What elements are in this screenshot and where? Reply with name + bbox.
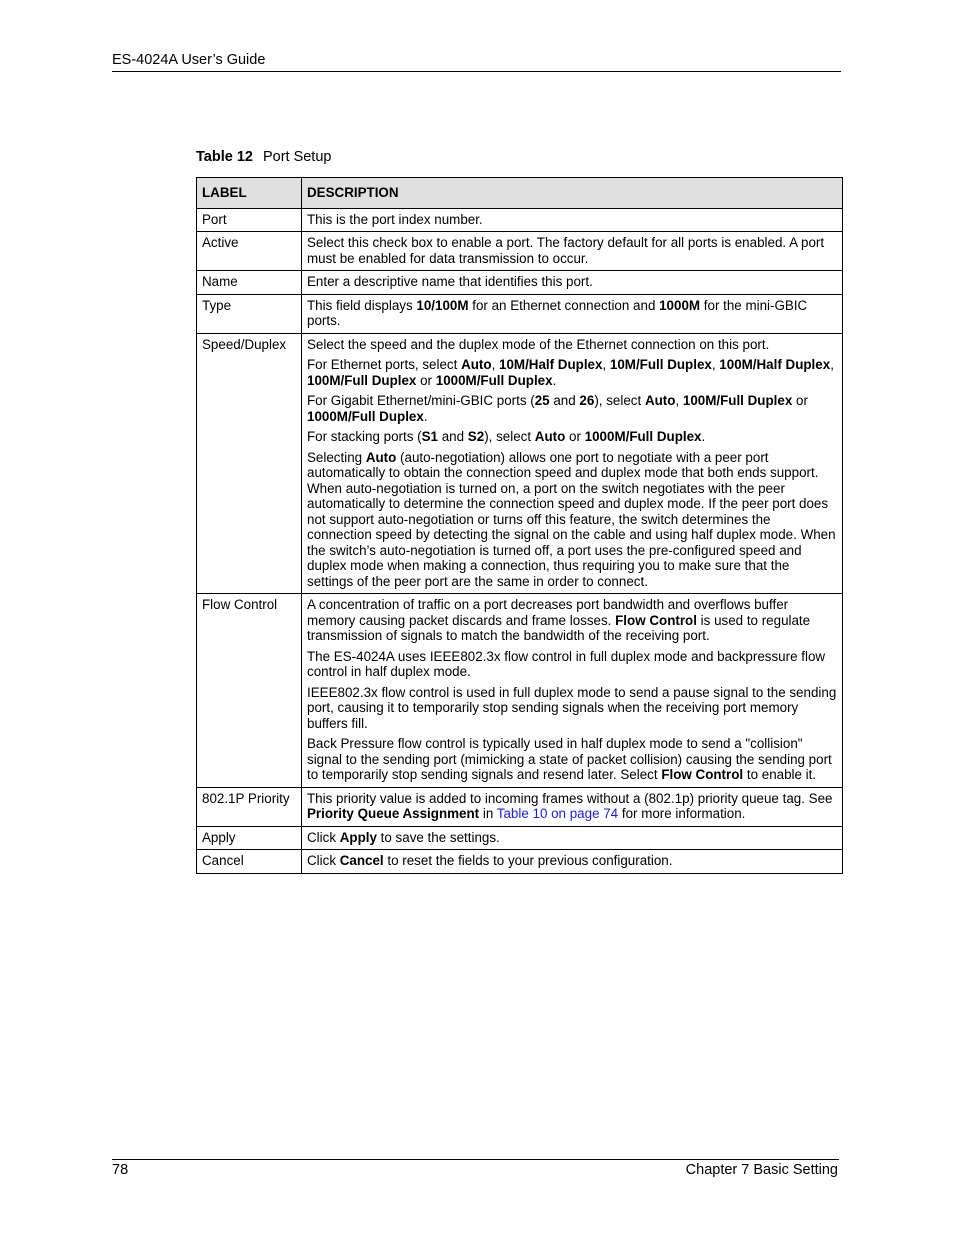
paragraph [307,429,837,445]
table-row-name [197,271,843,295]
column-header-label: LABEL [197,178,302,209]
text: or [565,429,585,444]
text: (auto-negotiation) allows one port to negotiate with a peer port automatically to obtain the connection speed and duplex mode that both ends support. When auto-negotiation is turned on, a port on the switch negotiates with the peer automatically to determine the connection speed and duplex mode. If the peer port does not support auto-negotiation or turns off this feature, the switch determines the connection speed by detecting the signal on the cable and using half duplex mode. When the switch’s auto-negotiation is turned off, a port uses the pre-configured speed and duplex mode when making a connection, thus requiring you to make sure that the settings of the peer port are the same in order to connect. [307,449,836,589]
row-description [302,333,843,594]
text: For Ethernet ports, select [307,357,462,372]
text: to enable it. [743,767,817,782]
bold-term: 1000M/Full Duplex [584,429,702,444]
bold-term: 10M/Half Duplex [499,357,603,372]
text: . [423,408,428,424]
text: This priority value is added to incoming frames without a (802.1p) priority queue tag. See [307,790,833,806]
bold-term: Auto [644,393,676,408]
row-description: Enter a descriptive name that identifies this port. [302,271,843,295]
text: and [549,393,580,408]
table-row-active [197,232,843,271]
port-setup-table [196,177,843,874]
text: ), select [594,393,645,408]
text: , [675,393,683,408]
footer-rule [112,1159,839,1160]
bold-term: Cancel [339,853,384,868]
row-description: This is the port index number. [302,208,843,232]
text: . [701,429,706,444]
bold-term: Flow Control [661,767,744,782]
paragraph: Select the speed and the duplex mode of the Ethernet connection on this port. [307,336,770,352]
row-description [302,826,843,850]
paragraph [307,357,837,388]
table-10-link[interactable]: Table 10 on page 74 [496,806,619,821]
paragraph: IEEE802.3x flow control is used in full duplex mode to send a pause signal to the sending port, causing it to temporarily stop sending signals when the receiving port memory buffers fill. [307,684,837,731]
row-label: Name [197,271,302,295]
paragraph: The ES-4024A uses IEEE802.3x flow control in full duplex mode and backpressure flow control in half duplex mode. [307,648,826,679]
text: is used to regulate transmission of signals to match the bandwidth of the receiving port. [307,612,811,643]
text: to save the settings. [376,829,500,845]
bold-term: 1000M/Full Duplex [435,372,553,388]
text: or [792,393,808,408]
bold-term: 25 [534,393,550,408]
row-label: Apply [197,826,302,850]
bold-term: 100M/Full Duplex [307,372,417,388]
bold-term: Auto [365,449,397,465]
text: for more information. [618,806,746,821]
bold-term: Auto [461,357,492,372]
table-row-flow-control [197,594,843,788]
text: for the mini-GBIC ports. [307,297,808,328]
text: or [416,372,436,388]
text: to reset the fields to your previous configuration. [383,853,673,868]
bold-term: 1000M [659,297,701,313]
chapter-title: Chapter 7 Basic Setting [685,1162,838,1178]
table-header-row [197,178,843,209]
row-label: 802.1P Priority [197,787,302,826]
text: , [602,357,610,372]
bold-term: 10/100M [416,297,469,313]
row-label: Cancel [197,850,302,874]
text: Click [307,829,340,845]
row-description [302,294,843,333]
paragraph [307,393,837,424]
row-label: Type [197,294,302,333]
row-label: Port [197,208,302,232]
paragraph [307,736,837,783]
text: For stacking ports ( [307,429,422,444]
header-rule [112,71,841,72]
bold-term: 100M/Full Duplex [682,393,793,408]
bold-term: Apply [339,829,377,845]
table-row-cancel [197,850,843,874]
table-caption-title: Port Setup [262,149,332,165]
text: for an Ethernet connection and [468,297,660,313]
row-label: Flow Control [197,594,302,788]
text: Click [307,853,340,868]
table-row-speed-duplex [197,333,843,594]
bold-term: 26 [579,393,595,408]
bold-term: Priority Queue Assignment [307,806,480,821]
bold-term: 1000M/Full Duplex [307,408,424,424]
text: Back Pressure flow control is typically used in half duplex mode to send a "collision" signal to the sending port (mimicking a state of packet collision) causing the sending port to temporarily stop sending signals and resend later. Select [307,736,832,782]
bold-term: Flow Control [615,612,697,628]
bold-term: 100M/Half Duplex [719,357,831,372]
table-row-apply [197,826,843,850]
bold-term: S2 [467,429,485,444]
text: , [711,357,720,372]
text: This field displays [307,297,417,313]
row-description [302,850,843,874]
bold-term: Auto [534,429,566,444]
page-number: 78 [112,1162,129,1178]
text: , [491,357,500,372]
row-description [302,787,843,826]
text: For Gigabit Ethernet/mini-GBIC ports ( [307,393,535,408]
text: , [830,357,834,372]
text: in [479,806,497,821]
bold-term: 10M/Full Duplex [609,357,712,372]
table-caption-label: Table 12 [196,149,253,165]
text: and [438,429,468,444]
table-row-port [197,208,843,232]
paragraph [307,597,837,644]
bold-term: S1 [421,429,438,444]
table-row-type [197,294,843,333]
table-caption [196,149,331,165]
row-description [302,594,843,788]
text: Selecting [307,449,366,465]
text: ), select [484,429,535,444]
text: A concentration of traffic on a port decreases port bandwidth and overflows buffer memory causing packet discards and frame losses. [307,597,789,628]
row-label: Active [197,232,302,271]
column-header-description: DESCRIPTION [302,178,843,209]
paragraph [307,450,837,590]
table-row-priority [197,787,843,826]
row-description: Select this check box to enable a port. The factory default for all ports is enabled. A port must be enabled for data transmission to occur. [302,232,843,271]
header-title: ES-4024A User’s Guide [112,52,266,68]
row-label: Speed/Duplex [197,333,302,594]
text: . [552,372,557,388]
